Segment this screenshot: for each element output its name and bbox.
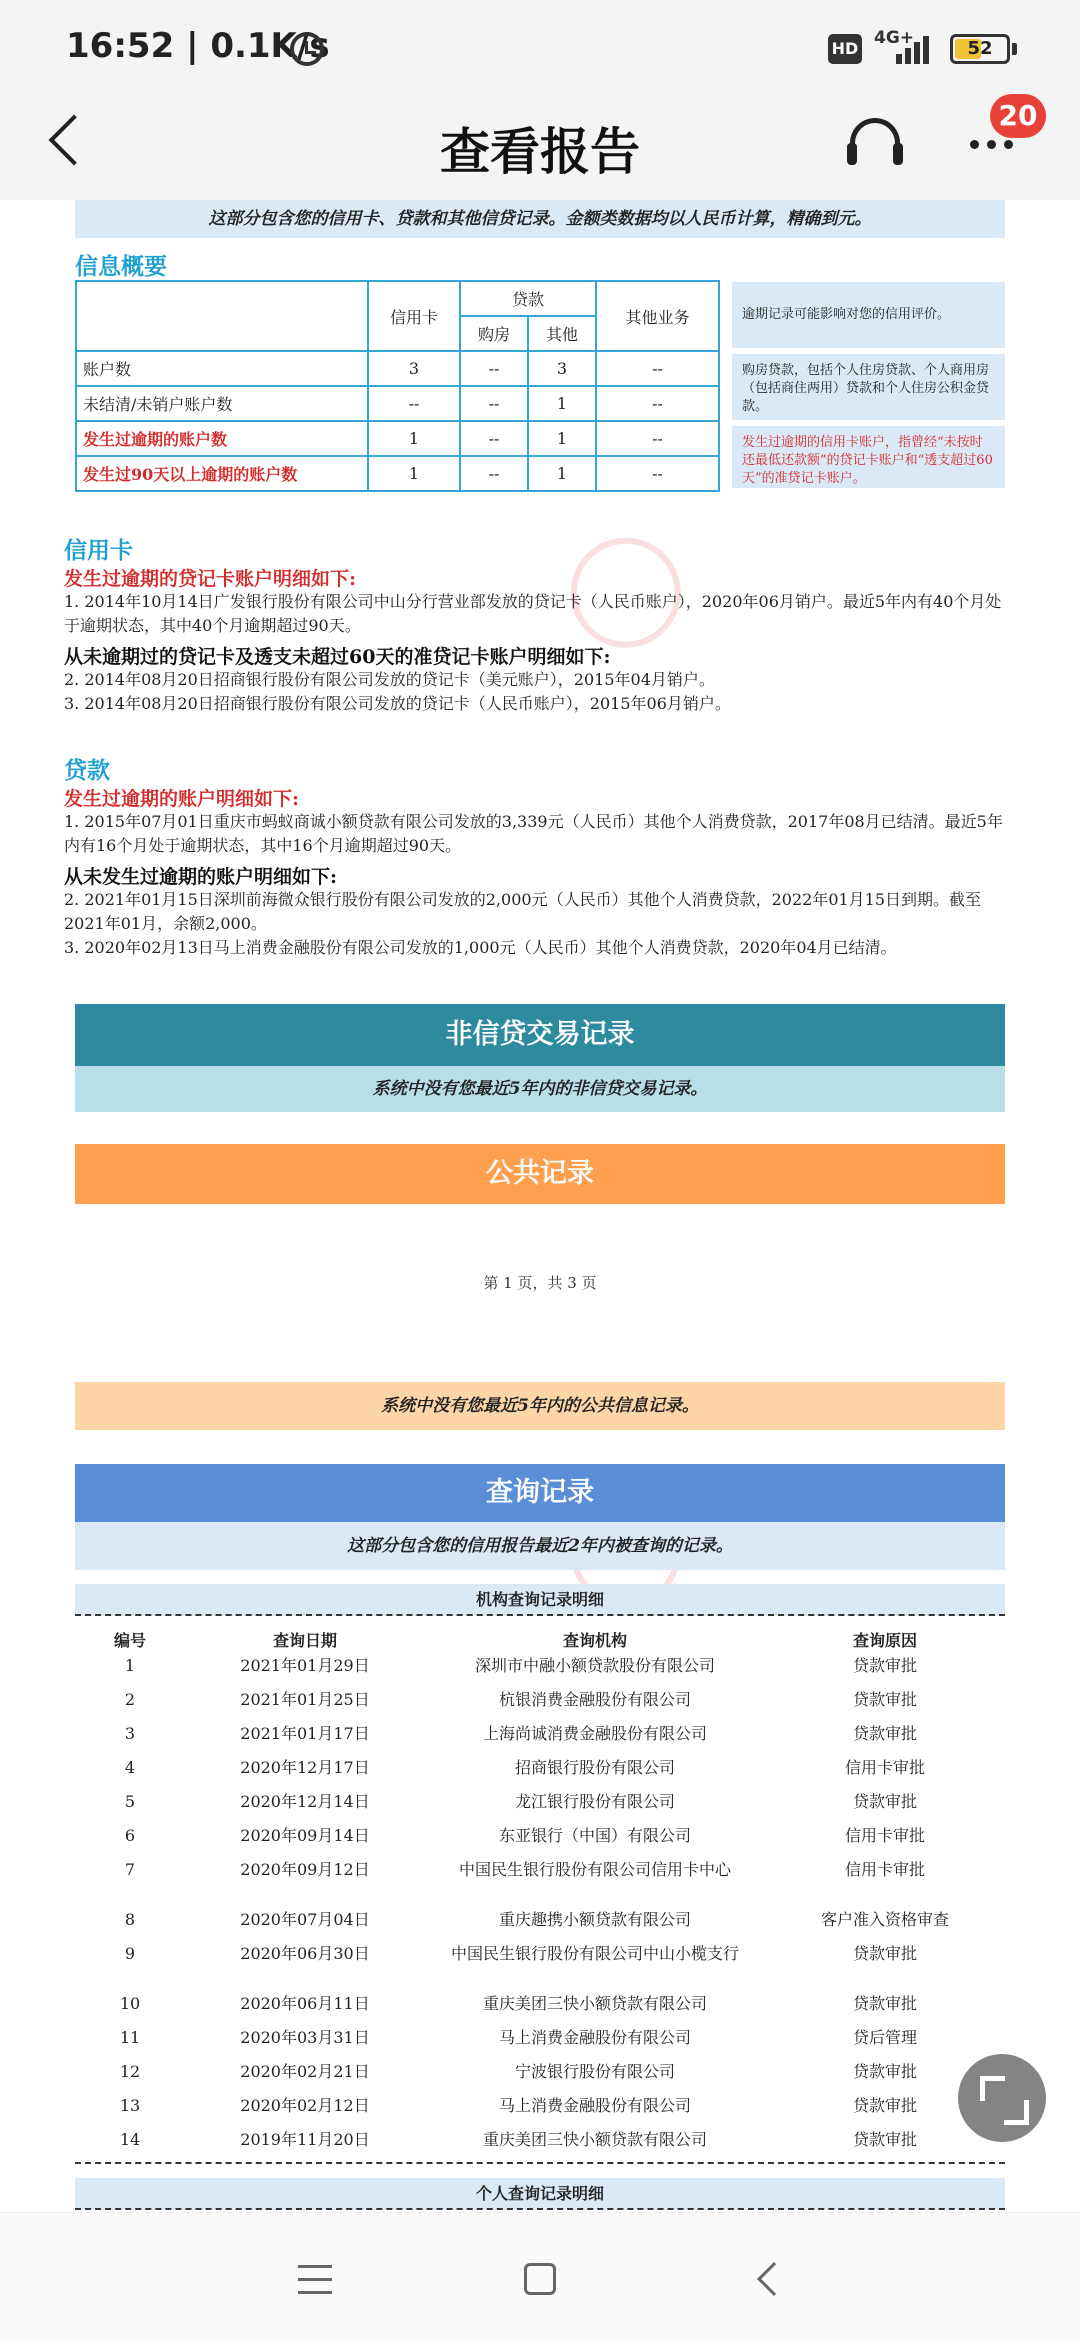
header-loan: 贷款 — [460, 281, 596, 316]
page-indicator: 第 1 页，共 3 页 — [483, 1274, 597, 1292]
cell: -- — [368, 386, 460, 421]
header-credit-card: 信用卡 — [368, 281, 460, 351]
cell-reason: 贷款审批 — [852, 1724, 917, 1743]
public-record-note: 系统中没有您最近5年内的公共信息记录。 — [75, 1382, 1005, 1430]
cell-reason: 客户准入资格审查 — [820, 1910, 949, 1929]
cell-org: 宁波银行股份有限公司 — [514, 2062, 675, 2081]
cell-reason: 贷款审批 — [852, 1944, 917, 1963]
row-label: 发生过逾期的账户数 — [76, 421, 368, 456]
cell-date: 2020年12月17日 — [240, 1758, 370, 1777]
row-label: 发生过90天以上逾期的账户数 — [76, 456, 368, 491]
cell-reason: 信用卡审批 — [844, 1826, 925, 1845]
cell-no: 7 — [124, 1860, 136, 1879]
cell: 1 — [528, 456, 596, 491]
cell-org: 深圳市中融小额贷款股份有限公司 — [474, 1656, 715, 1675]
cell-reason: 贷后管理 — [852, 2028, 917, 2047]
credit-card-item: 3. 2014年08月20日招商银行股份有限公司发放的贷记卡（人民币账户），2015年06月销户。 — [64, 694, 731, 713]
cell-reason: 贷款审批 — [852, 1690, 917, 1709]
cell-date: 2020年03月31日 — [240, 2028, 370, 2047]
cell-no: 6 — [124, 1826, 136, 1845]
cell-org: 招商银行股份有限公司 — [514, 1758, 675, 1777]
cell-reason: 贷款审批 — [852, 2130, 917, 2149]
cell: 1 — [528, 386, 596, 421]
query-note: 这部分包含您的信用报告最近2年内被查询的记录。 — [75, 1522, 1005, 1570]
cell-date: 2020年06月11日 — [240, 1994, 370, 2013]
cell-no: 13 — [119, 2096, 141, 2115]
cell: -- — [460, 386, 528, 421]
status-time: 16:52 | 0.1K/s — [66, 26, 330, 66]
cell-reason: 贷款审批 — [852, 1656, 917, 1675]
credit-card-normal-title: 从未逾期过的贷记卡及透支未超过60天的准贷记卡账户明细如下: — [64, 646, 611, 668]
credit-card-overdue-title: 发生过逾期的贷记卡账户明细如下: — [64, 568, 357, 590]
cell: -- — [460, 456, 528, 491]
cell-date: 2020年02月12日 — [240, 2096, 370, 2115]
cell-org: 马上消费金融股份有限公司 — [498, 2096, 691, 2115]
page-title: 查看报告 — [440, 123, 640, 181]
battery-cap — [1012, 43, 1017, 55]
summary-title: 信息概要 — [75, 253, 167, 280]
summary-row — [76, 386, 719, 421]
menu-icon[interactable] — [298, 2265, 332, 2295]
cell-date: 2021年01月25日 — [240, 1690, 370, 1709]
cell-no: 4 — [124, 1758, 136, 1777]
public-record-header: 公共记录 — [75, 1144, 1005, 1204]
cell-no: 8 — [124, 1910, 136, 1929]
cell: -- — [596, 421, 719, 456]
top-bar — [0, 0, 1080, 200]
cell-no: 5 — [124, 1792, 136, 1811]
summary-row — [76, 456, 719, 491]
cell-reason: 信用卡审批 — [844, 1860, 925, 1879]
header-reason: 查询原因 — [852, 1631, 917, 1650]
cell-reason: 贷款审批 — [852, 2062, 917, 2081]
app-bar — [0, 100, 1080, 200]
header-other-business: 其他业务 — [596, 281, 719, 351]
cell-org: 重庆趣携小额贷款有限公司 — [498, 1910, 691, 1929]
cell: 3 — [368, 351, 460, 386]
header-date: 查询日期 — [272, 1631, 337, 1650]
intro-note: 这部分包含您的信用卡、贷款和其他信贷记录。金额类数据均以人民币计算，精确到元。 — [75, 200, 1005, 238]
cell-date: 2020年02月21日 — [240, 2062, 370, 2081]
cell: -- — [460, 351, 528, 386]
battery-level: 52 — [967, 38, 993, 59]
cell-date: 2020年12月14日 — [240, 1792, 370, 1811]
cell-date: 2020年06月30日 — [240, 1944, 370, 1963]
cell: 1 — [368, 421, 460, 456]
cell-date: 2020年07月04日 — [240, 1910, 370, 1929]
system-nav-bar — [0, 2212, 1080, 2340]
cell: -- — [596, 386, 719, 421]
loan-item: 3. 2020年02月13日马上消费金融股份有限公司发放的1,000元（人民币）其他个人消费贷款，2020年04月已结清。 — [64, 938, 897, 957]
header-no: 编号 — [113, 1631, 146, 1650]
cell-no: 14 — [119, 2130, 141, 2149]
query-table-header — [75, 1622, 1005, 1654]
org-query-title: 机构查询记录明细 — [75, 1584, 1005, 1616]
cell-date: 2019年11月20日 — [240, 2130, 370, 2149]
non-credit-header: 非信贷交易记录 — [75, 1004, 1005, 1066]
credit-card-title: 信用卡 — [64, 537, 133, 564]
query-table-end — [75, 2162, 1005, 2164]
signal-icon — [896, 34, 936, 64]
cell-no: 10 — [119, 1994, 141, 2013]
cell-no: 1 — [124, 1656, 136, 1675]
cell-org: 龙江银行股份有限公司 — [514, 1792, 675, 1811]
cell: 1 — [528, 421, 596, 456]
credit-card-item: 2. 2014年08月20日招商银行股份有限公司发放的贷记卡（美元账户），2015年04月销户。 — [64, 670, 715, 689]
cell-no: 12 — [119, 2062, 141, 2081]
battery-icon — [950, 34, 1010, 64]
fullscreen-button[interactable] — [958, 2054, 1046, 2142]
credit-card-item: 1. 2014年10月14日广发银行股份有限公司中山分行营业部发放的贷记卡（人民币账户），2020年06月销户。最近5年内有40个月处于逾期状态，其中40个月逾期超过90天。 — [64, 592, 1002, 635]
cell-reason: 贷款审批 — [852, 2096, 917, 2115]
cell-reason: 信用卡审批 — [844, 1758, 925, 1777]
row-label: 未结清/未销户账户数 — [76, 386, 368, 421]
cell-org: 马上消费金融股份有限公司 — [498, 2028, 691, 2047]
nav-back-icon[interactable] — [757, 2262, 791, 2296]
cell-reason: 贷款审批 — [852, 1994, 917, 2013]
summary-row — [76, 421, 719, 456]
loan-title: 贷款 — [64, 757, 110, 784]
cell-org: 重庆美团三快小额贷款有限公司 — [482, 2130, 707, 2149]
loan-item: 1. 2015年07月01日重庆市蚂蚁商诚小额贷款有限公司发放的3,339元（人民币）其他个人消费贷款，2017年08月已结清。最近5年内有16个月处于逾期状态，其中16个月逾期超过90天。 — [64, 812, 1003, 855]
cell-date: 2021年01月29日 — [240, 1656, 370, 1675]
summary-row — [76, 351, 719, 386]
cell-no: 2 — [124, 1690, 136, 1709]
cell: -- — [596, 351, 719, 386]
cell-date: 2021年01月17日 — [240, 1724, 370, 1743]
cell-date: 2020年09月12日 — [240, 1860, 370, 1879]
notification-badge: 20 — [990, 94, 1046, 138]
cell-no: 3 — [124, 1724, 136, 1743]
status-bar — [0, 0, 1080, 100]
cell: 1 — [368, 456, 460, 491]
customer-service-icon[interactable] — [850, 118, 900, 162]
cell-no: 9 — [124, 1944, 136, 1963]
loan-overdue-title: 发生过逾期的账户明细如下: — [64, 788, 300, 810]
cell: -- — [596, 456, 719, 491]
note-housing: 购房贷款，包括个人住房贷款、个人商用房（包括商住两用）贷款和个人住房公积金贷款。 — [732, 354, 1005, 420]
cell-reason: 贷款审批 — [852, 1792, 917, 1811]
cell: 3 — [528, 351, 596, 386]
non-credit-note: 系统中没有您最近5年内的非信贷交易记录。 — [75, 1066, 1005, 1112]
cell-org: 中国民生银行股份有限公司中山小榄支行 — [450, 1944, 739, 1963]
network-label: 4G+ — [874, 28, 915, 48]
personal-query-title: 个人查询记录明细 — [75, 2178, 1005, 2210]
hd-icon: HD — [828, 34, 862, 64]
loan-item: 2. 2021年01月15日深圳前海微众银行股份有限公司发放的2,000元（人民币）其他个人消费贷款，2022年01月15日到期。截至2021年01月，余额2,000。 — [64, 890, 982, 933]
note-overdue: 逾期记录可能影响对您的信用评价。 — [732, 282, 1005, 348]
note-overdue-card: 发生过逾期的信用卡账户，指曾经“未按时还最低还款额”的贷记卡账户和“透支超过60天”的准贷记卡账户。 — [732, 426, 1005, 488]
cell-org: 上海尚诚消费金融股份有限公司 — [482, 1724, 707, 1743]
cell-date: 2020年09月14日 — [240, 1826, 370, 1845]
row-label: 账户数 — [76, 351, 368, 386]
loan-normal-title: 从未发生过逾期的账户明细如下: — [64, 866, 338, 888]
cell-no: 11 — [119, 2028, 141, 2047]
summary-table — [75, 280, 720, 492]
header-other: 其他 — [528, 316, 596, 351]
header-org: 查询机构 — [562, 1631, 627, 1650]
cell-org: 中国民生银行股份有限公司信用卡中心 — [458, 1860, 731, 1879]
cell-org: 东亚银行（中国）有限公司 — [498, 1826, 691, 1845]
cell-org: 重庆美团三快小额贷款有限公司 — [482, 1994, 707, 2013]
cell-org: 杭银消费金融股份有限公司 — [498, 1690, 691, 1709]
header-housing: 购房 — [460, 316, 528, 351]
home-icon[interactable] — [524, 2263, 556, 2295]
cell: -- — [460, 421, 528, 456]
alarm-icon — [290, 32, 324, 66]
query-header: 查询记录 — [75, 1464, 1005, 1522]
